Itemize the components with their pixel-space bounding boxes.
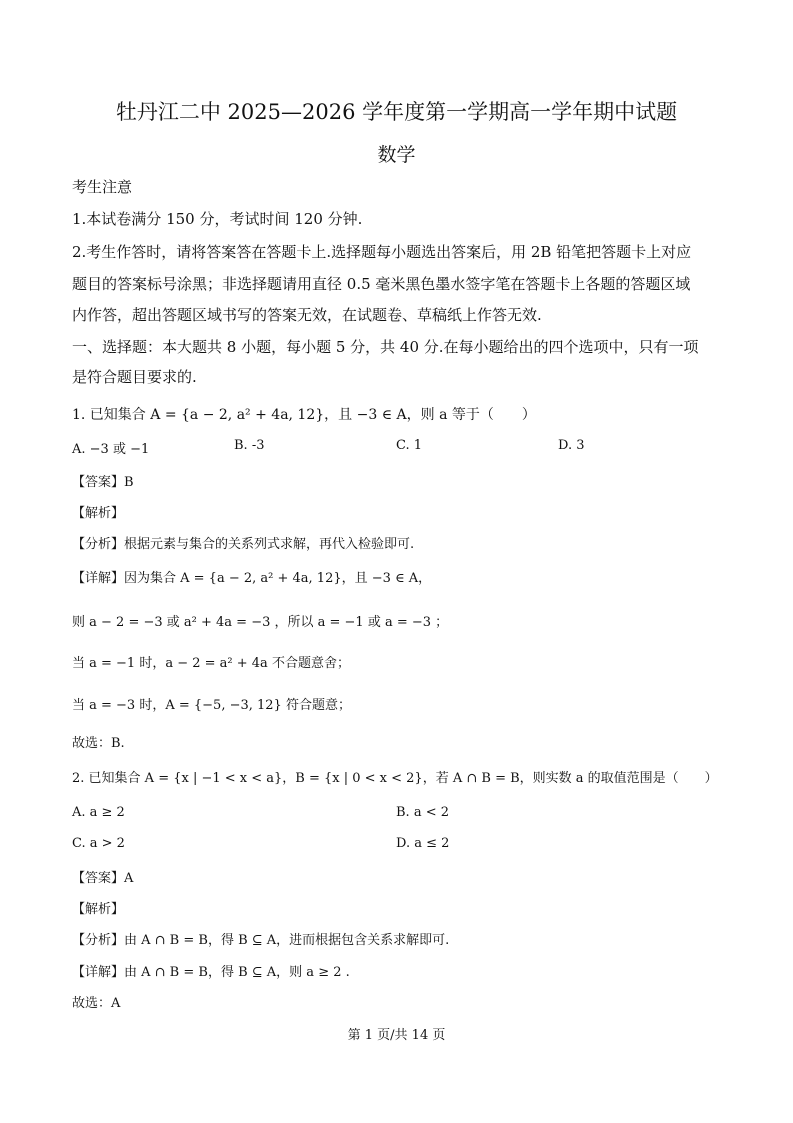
- q2-option-c: C. a > 2: [72, 836, 125, 851]
- notice-item-2-line-2: 题目的答案标号涂黑；非选择题请用直径 0.5 毫米黑色墨水签字笔在答题卡上各题的答题区域: [72, 275, 691, 293]
- q1-choice: 故选：B.: [72, 736, 125, 751]
- q2-fenxi: 【分析】由 A ∩ B = B，得 B ⊆ A，进而根据包含关系求解即可.: [72, 933, 450, 948]
- page-number: 第 1 页/共 14 页: [347, 1028, 446, 1043]
- q1-analysis-tag: 【解析】: [72, 506, 125, 521]
- q1-detail-1: 【详解】因为集合 A = {a − 2, a² + 4a, 12}，且 −3 ∈ A，: [72, 571, 432, 586]
- q2-detail-1: 【详解】由 A ∩ B = B，得 B ⊆ A，则 a ≥ 2 .: [72, 965, 350, 980]
- subject-title: 数学: [377, 144, 416, 166]
- notice-item-2-line-3: 内作答，超出答题区域书写的答案无效，在试题卷、草稿纸上作答无效.: [72, 306, 542, 324]
- notice-item-1: 1.本试卷满分 150 分，考试时间 120 分钟.: [72, 210, 363, 228]
- q1-fenxi: 【分析】根据元素与集合的关系列式求解，再代入检验即可.: [72, 537, 415, 552]
- q2-option-d: D. a ≤ 2: [396, 836, 450, 851]
- q1-detail-2: 则 a − 2 = −3 或 a² + 4a = −3 ，所以 a = −1 或 a = −3 ；: [72, 615, 449, 630]
- q1-option-d: D. 3: [558, 438, 585, 453]
- q2-option-a: A. a ≥ 2: [72, 805, 125, 820]
- q1-option-a: A. −3 或 −1: [72, 442, 150, 457]
- q1-option-b: B. -3: [234, 438, 265, 453]
- q2-choice: 故选：A: [72, 996, 121, 1011]
- q2-option-b: B. a < 2: [396, 805, 449, 820]
- section-instruction-line-2: 是符合题目要求的.: [72, 368, 197, 386]
- section-instruction-line-1: 一、选择题：本大题共 8 小题，每小题 5 分，共 40 分.在每小题给出的四个选项中，只有一项: [72, 338, 699, 356]
- exam-title: 牡丹江二中 2025—2026 学年度第一学期高一学年期中试题: [115, 100, 678, 124]
- q1-answer: 【答案】B: [72, 475, 134, 490]
- q1-detail-3: 当 a = −1 时，a − 2 = a² + 4a 不合题意舍；: [72, 656, 350, 671]
- q1-stem: 1. 已知集合 A = {a − 2, a² + 4a, 12}，且 −3 ∈ A，则 a 等于（ ）: [72, 407, 536, 423]
- q2-stem: 2. 已知集合 A = {x | −1 < x < a}，B = {x | 0 < x < 2}，若 A ∩ B = B，则实数 a 的取值范围是（ ）: [72, 771, 718, 786]
- q2-analysis-tag: 【解析】: [72, 902, 125, 917]
- notice-item-2-line-1: 2.考生作答时，请将答案答在答题卡上.选择题每小题选出答案后，用 2B 铅笔把答题卡上对应: [72, 243, 692, 261]
- q1-detail-4: 当 a = −3 时，A = {−5, −3, 12} 符合题意；: [72, 698, 351, 713]
- notice-heading: 考生注意: [72, 178, 133, 196]
- q2-answer: 【答案】A: [72, 871, 134, 886]
- q1-option-c: C. 1: [396, 438, 423, 453]
